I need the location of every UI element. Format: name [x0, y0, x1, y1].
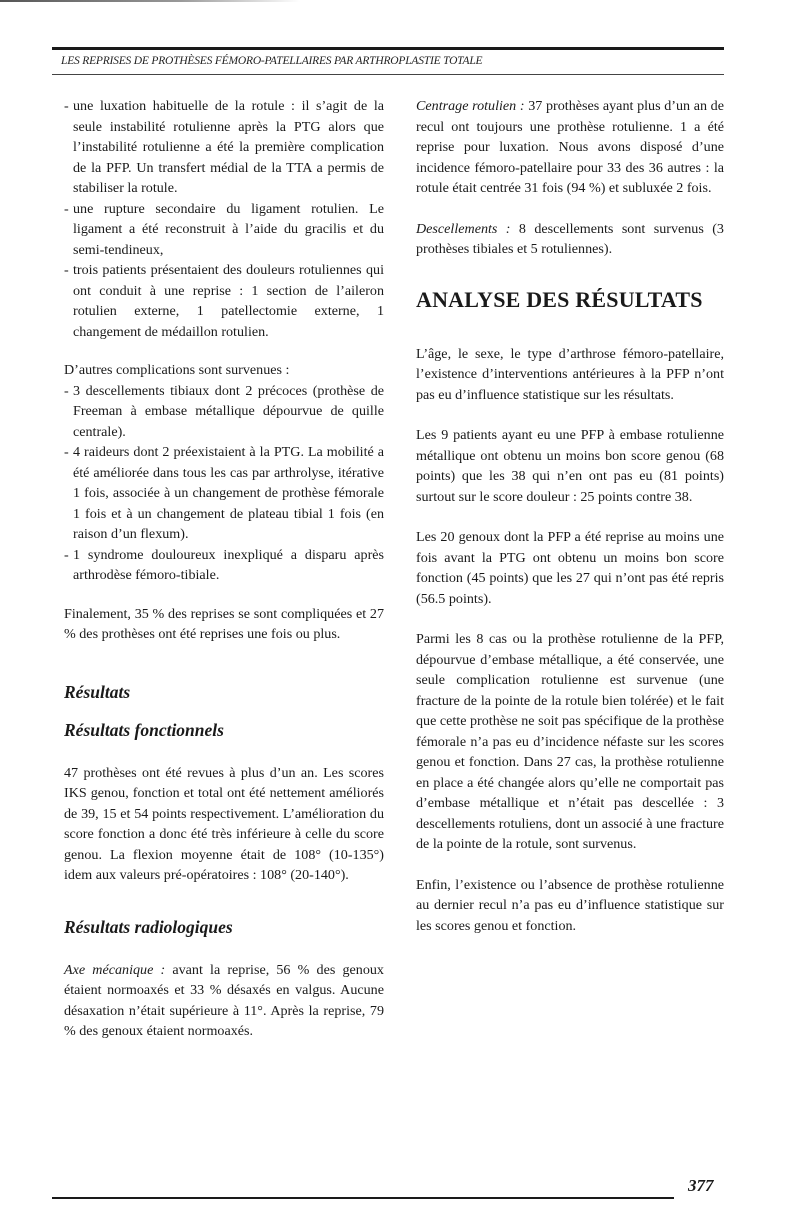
other-complications-list: [64, 381, 384, 586]
patellar-centering-paragraph: [416, 96, 724, 199]
finally-paragraph: Finalement, 35 % des reprises se sont compliquées et 27 % des prothèses ont été reprises une fois ou plus.: [64, 605, 384, 642]
patellar-centering-text: 37 prothèses ayant plus d’un an de recul ont toujours une prothèse rotulienne. 1 a été reprise pour luxation. Nous avons disposé d’une incidence fémoro-patellaire pour 33 des 36 autres : la rotule était centrée 31 fois (94 %) et subluxée 2 fois.: [416, 98, 724, 196]
list-item: - une luxation habituelle de la rotule : il s’agit de la seule instabilité rotulienne après la PTG alors que l’instabilité rotulienne a été la première complication de la PFP. Un transfert médial de la TTA a permis de stabiliser la rotule.: [64, 96, 384, 199]
analysis-paragraph: L’âge, le sexe, le type d’arthrose fémoro-patellaire, l’existence d’interventions antérieures à la PFP n’ont pas eu d’influence statistique sur les résultats.: [416, 345, 724, 403]
radiological-results-heading: Résultats radiologiques: [64, 916, 233, 937]
loosening-text: 8 descellements sont survenus (3 prothèses tibiales et 5 rotuliennes).: [416, 220, 724, 257]
list-item: - 4 raideurs dont 2 préexistaient à la PTG. La mobilité a été améliorée dans tous les cas par arthrolyse, itérative 1 fois, associée à un changement de prothèse fémorale 1 fois et à un changement de plateau tibial 1 fois (en raison d’un flexum).: [64, 442, 384, 545]
footer-rule: [52, 1197, 674, 1199]
list-item: - 3 descellements tibiaux dont 2 précoces (prothèse de Freeman à embase métallique dépourvue de quille centrale).: [64, 381, 384, 443]
analysis-paragraph: Parmi les 8 cas ou la prothèse rotulienne de la PFP, dépourvue d’embase métallique, a été conservée, une seule complication rotulienne est survenue (une fracture de la pointe de la rotule bien tolérée) et le fait que cette prothèse ne soit pas spécifique de la prothèse fémorale n’a pas eu d’incidence néfaste sur les scores genou et fonction. Dans 27 cas, la prothèse rotulienne en place a été changée alors qu’elle ne comportait pas d’embase métallique et n’était pas descellée : 3 descellements rotuliens, dont un associé à une fracture de la pointe de la rotule, sont survenus.: [416, 631, 724, 852]
mechanical-axis-label: Axe mécanique :: [64, 961, 166, 978]
analysis-paragraph: Les 20 genoux dont la PFP a été reprise au moins une fois avant la PTG ont obtenu un moins bon score fonction (45 points) que les 27 qui n’ont pas été repris (56.5 points).: [416, 529, 724, 607]
list-item: - une rupture secondaire du ligament rotulien. Le ligament a été reconstruit à l’aide du gracilis et du semi-tendineux,: [64, 199, 384, 261]
right-column: [416, 96, 724, 936]
analysis-heading: ANALYSE DES RÉSULTATS: [416, 286, 703, 312]
header-rule-top: [52, 47, 724, 50]
loosening-paragraph: [416, 219, 724, 260]
complication-list-intro: [64, 96, 384, 342]
page-number: 377: [688, 1176, 714, 1195]
functional-results-heading: Résultats fonctionnels: [64, 719, 224, 740]
mechanical-axis-paragraph: [64, 960, 384, 1042]
other-complications-lead: D’autres complications sont survenues :: [64, 362, 290, 378]
results-heading: Résultats: [64, 681, 131, 702]
list-item: - trois patients présentaient des douleurs rotuliennes qui ont conduit à une reprise : 1 section de l’aileron rotulien externe, 1 patellectomie externe, 1 changement de médaillon rotulien.: [64, 260, 384, 342]
patellar-centering-label: Centrage rotulien :: [416, 98, 525, 114]
mechanical-axis-text: avant la reprise, 56 % des genoux étaient normoaxés et 33 % désaxés en valgus. Aucune désaxation n’était supérieure à 11°. Après la reprise, 79 % des genoux étaient normoaxés.: [64, 961, 384, 1039]
loosening-label: Descellements :: [416, 220, 511, 237]
header-rule-bottom: [52, 74, 724, 75]
functional-results-text: 47 prothèses ont été revues à plus d’un an. Les scores IKS genou, fonction et total ont été nettement améliorés de 39, 15 et 54 points respectivement. L’amélioration du score fonction a donc été très inférieure à celle du score genou. La flexion moyenne était de 108° (10-135°) idem aux valeurs pré-opératoires : 108° (20-140°).: [64, 764, 384, 883]
scan-edge-artifact: [0, 0, 300, 2]
analysis-paragraph: Enfin, l’existence ou l’absence de prothèse rotulienne au dernier recul n’a pas eu d’influence statistique sur les scores genou et fonction.: [416, 876, 724, 934]
left-column: [64, 96, 384, 1042]
list-item: - 1 syndrome douloureux inexpliqué a disparu après arthrodèse fémoro-tibiale.: [64, 545, 384, 586]
running-head: LES REPRISES DE PROTHÈSES FÉMORO-PATELLAIRES PAR ARTHROPLASTIE TOTALE: [61, 55, 483, 67]
analysis-paragraph: Les 9 patients ayant eu une PFP à embase rotulienne métallique ont obtenu un moins bon score genou (68 points) que les 38 qui n’en ont pas eu (81 points) surtout sur le score douleur : 25 points contre 38.: [416, 427, 724, 505]
